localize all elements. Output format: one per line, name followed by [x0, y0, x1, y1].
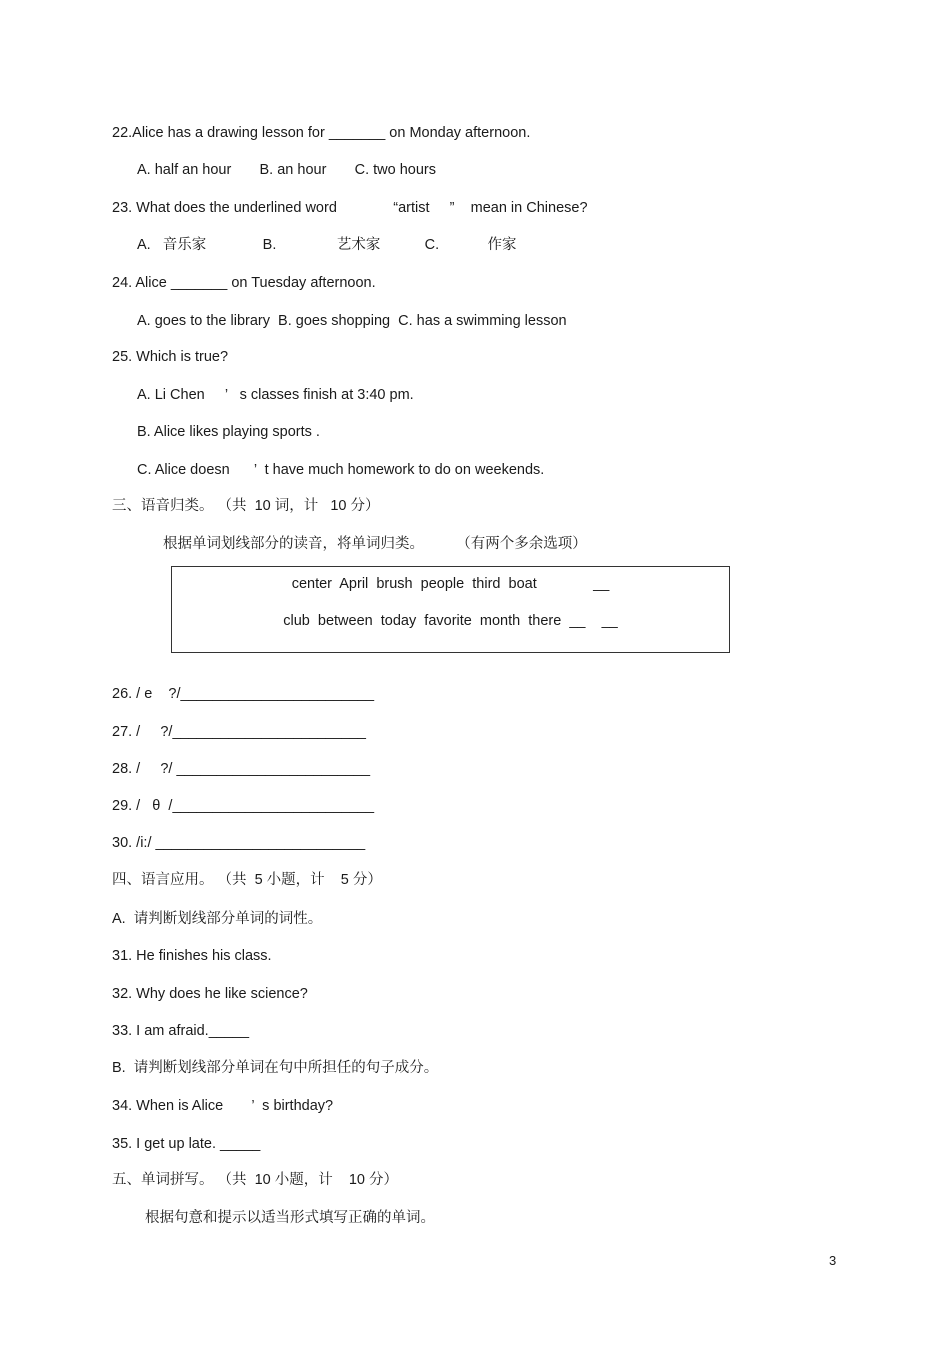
q34: 34. When is Alice ’ s birthday?: [112, 1098, 334, 1114]
q25-option-a: A. Li Chen ’ s classes finish at 3:40 pm.: [137, 387, 414, 403]
section3-instruction: 根据单词划线部分的读音，将单词归类。 （有两个多余选项）: [163, 536, 587, 552]
word-box-line-2: club between today favorite month there __ __: [283, 613, 618, 629]
q23-stem: 23. What does the underlined word “artist ” mean in Chinese?: [112, 200, 588, 216]
word-box: [171, 566, 730, 653]
section3-title: 三、语音归类。 （共 10 词，计 10 分）: [112, 498, 380, 514]
q32: 32. Why does he like science?: [112, 986, 308, 1002]
q29: 29. / θ /_________________________: [112, 798, 375, 814]
q23-options: A. 音乐家 B. 艺术家 C. 作家: [137, 237, 517, 253]
section4-title: 四、语言应用。 （共 5 小题，计 5 分）: [112, 872, 382, 888]
q35: 35. I get up late. _____: [112, 1136, 261, 1152]
q25-option-c: C. Alice doesn ’ t have much homework to do on weekends.: [137, 462, 545, 478]
q31: 31. He finishes his class.: [112, 948, 272, 964]
section4-part-b: B. 请判断划线部分单词在句中所担任的句子成分。: [112, 1060, 439, 1076]
q33: 33. I am afraid._____: [112, 1023, 250, 1039]
section5-title: 五、单词拼写。 （共 10 小题，计 10 分）: [112, 1172, 399, 1188]
page-number: 3: [829, 1253, 837, 1268]
q25-option-b: B. Alice likes playing sports .: [137, 424, 320, 440]
q24-stem: 24. Alice _______ on Tuesday afternoon.: [112, 275, 376, 291]
q25-stem: 25. Which is true?: [112, 349, 229, 365]
q28: 28. / ?/ ________________________: [112, 761, 371, 777]
q22-stem: 22.Alice has a drawing lesson for _______ on Monday afternoon.: [112, 125, 531, 141]
q30: 30. /i:/ __________________________: [112, 835, 366, 851]
q27: 27. / ?/________________________: [112, 724, 366, 740]
q22-options: A. half an hour B. an hour C. two hours: [137, 162, 437, 178]
section4-part-a: A. 请判断划线部分单词的词性。: [112, 911, 323, 927]
word-box-line-1: center April brush people third boat __: [291, 576, 610, 592]
q24-options: A. goes to the library B. goes shopping C. has a swimming lesson: [137, 313, 567, 329]
q26: 26. / e ?/________________________: [112, 686, 375, 702]
section5-instruction: 根据句意和提示以适当形式填写正确的单词。: [145, 1210, 435, 1226]
